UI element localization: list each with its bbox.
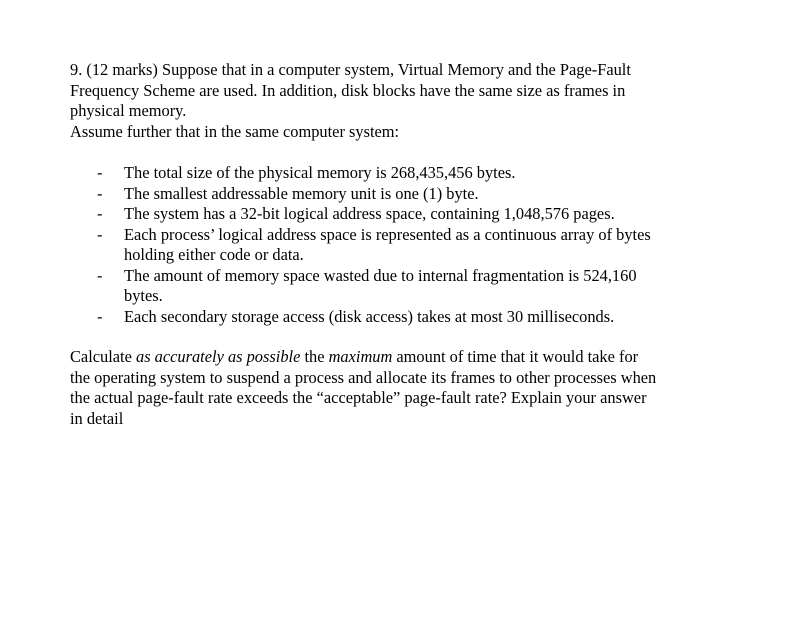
question-line: [70, 347, 730, 368]
list-item: [70, 307, 730, 328]
list-item-text: The system has a 32-bit logical address space, containing 1,048,576 pages.: [124, 204, 615, 223]
document-page: [70, 60, 730, 429]
list-item-text: The amount of memory space wasted due to internal fragmentation is 524,160: [124, 265, 637, 285]
bullet-dash: -: [97, 183, 103, 203]
list-item: [70, 225, 730, 266]
intro-line: 9. (12 marks) Suppose that in a computer system, Virtual Memory and the Page-Fault: [70, 60, 631, 79]
question-text: amount of time that it would take for: [392, 347, 639, 366]
bullet-dash: -: [97, 163, 103, 182]
list-item: [70, 204, 730, 225]
list-item-text: holding either code or data.: [124, 245, 304, 264]
question-text: Calculate: [70, 347, 136, 366]
list-item: [70, 163, 730, 184]
bullet-dash: -: [97, 265, 103, 285]
list-item-text: bytes.: [124, 286, 163, 305]
list-item-text: The total size of the physical memory is 268,435,456 bytes.: [124, 163, 516, 182]
bullet-dash: -: [97, 204, 103, 223]
question-prompt: [70, 347, 730, 429]
intro-line: physical memory.: [70, 101, 187, 120]
emphasis-text: maximum: [328, 347, 393, 366]
intro-line: Frequency Scheme are used. In addition, disk blocks have the same size as frames in: [70, 80, 626, 100]
question-line: in detail: [70, 408, 124, 428]
list-item-text: The smallest addressable memory unit is one (1) byte.: [124, 183, 479, 203]
bullet-dash: -: [97, 306, 103, 326]
emphasis-text: as accurately as possible: [136, 347, 301, 366]
question-text: the: [300, 347, 329, 366]
list-item-text: Each secondary storage access (disk access) takes at most 30 milliseconds.: [124, 306, 615, 326]
question-line: the operating system to suspend a process and allocate its frames to other processes when: [70, 367, 657, 387]
list-item-text: Each process’ logical address space is represented as a continuous array of bytes: [124, 224, 651, 244]
bullet-dash: -: [97, 224, 103, 244]
list-item: [70, 184, 730, 205]
assumption-list: [70, 163, 730, 327]
question-intro: [70, 60, 730, 142]
intro-line: Assume further that in the same computer system:: [70, 121, 400, 141]
question-line: the actual page-fault rate exceeds the “acceptable” page-fault rate? Explain your answer: [70, 388, 647, 407]
list-item: [70, 266, 730, 307]
